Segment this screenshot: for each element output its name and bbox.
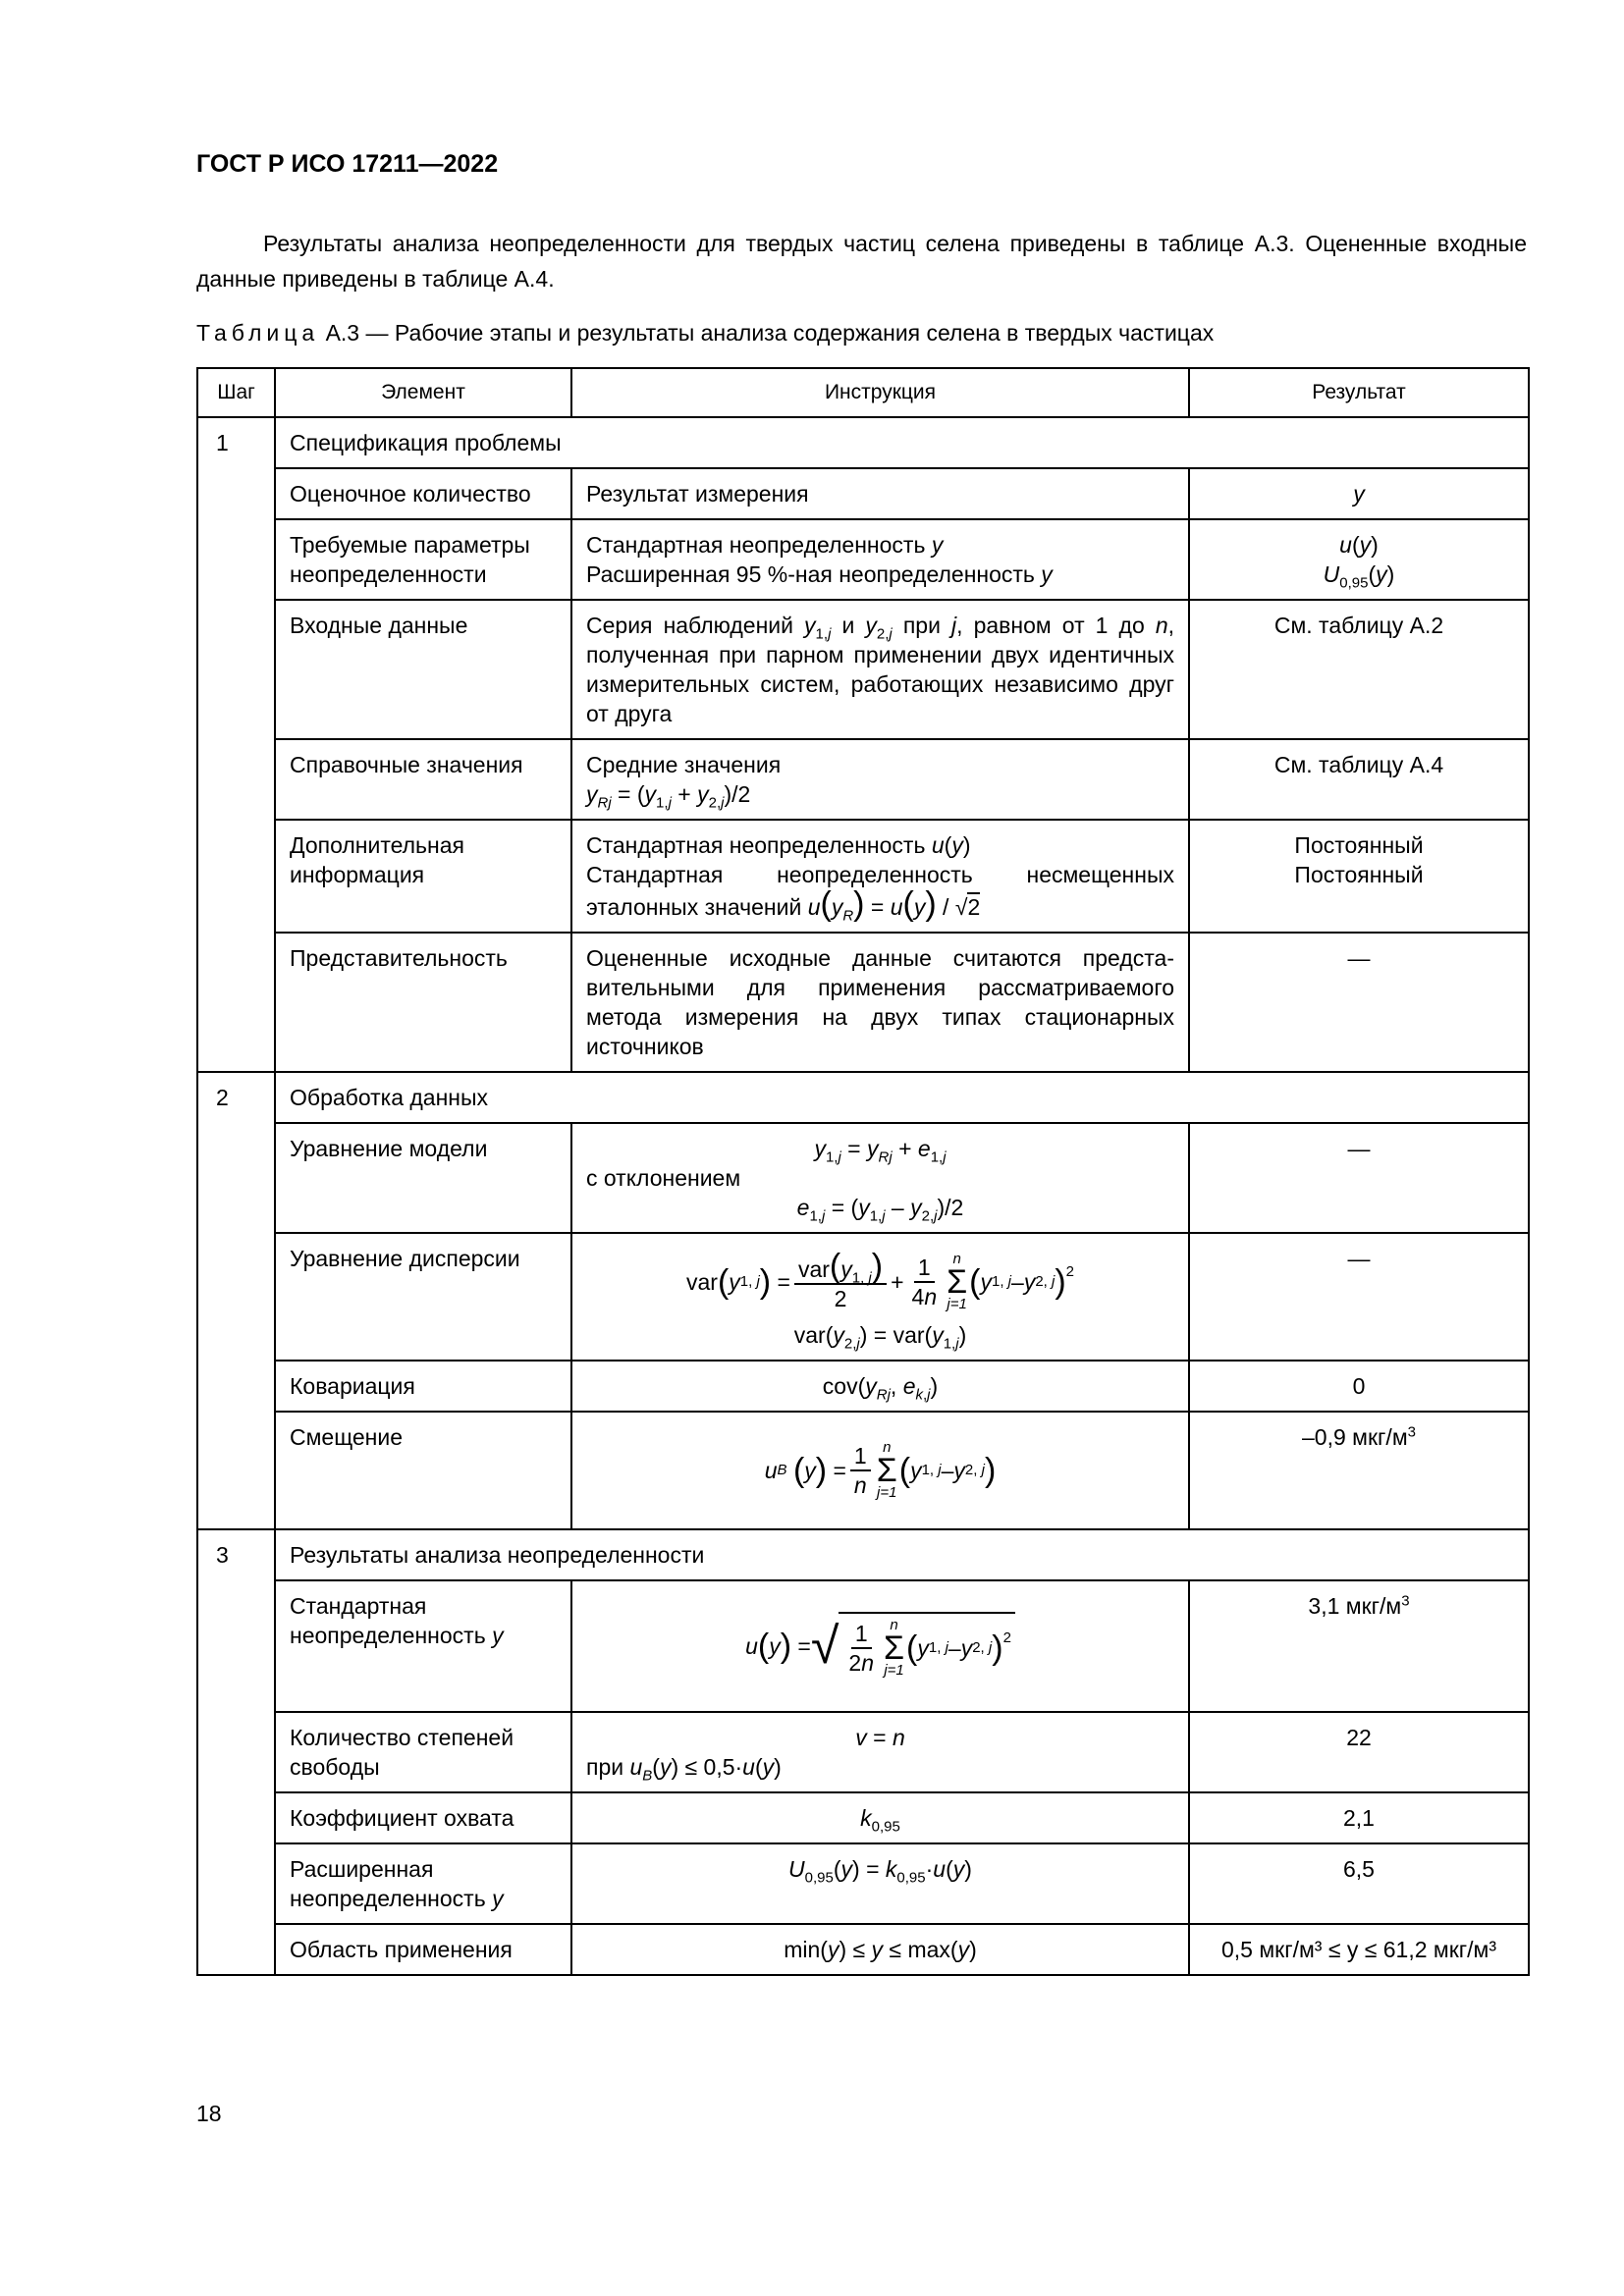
intro-paragraph: Результаты анализа неопределенности для твердых частиц селена приведены в таблице А.3. Оцененные входные данные приведены в таблице А.4. [196, 231, 1527, 292]
element-cell: Количество степеней свободы [275, 1712, 571, 1792]
element-cell: Требуемые параметры неопределенности [275, 519, 571, 600]
result-cell: См. таблицу А.2 [1189, 600, 1529, 739]
result-cell: –0,9 мкг/$м^3$ [1189, 1412, 1529, 1529]
result-cell: 22 [1189, 1712, 1529, 1792]
instruction-cell: u B ( y ) = $\frac{1}{n}$ n Σ j=1 ( y 1, j – y 2, j ) [571, 1412, 1189, 1529]
table-row [197, 1123, 1529, 1233]
caption-text: А.3 — Рабочие этапы и результаты анализа содержания селена в твердых частицах [325, 320, 1215, 346]
table-row [197, 1712, 1529, 1792]
step-number: 3 [197, 1529, 275, 1580]
element-cell: Расширенная неопределенность y [275, 1843, 571, 1924]
element-cell: Смещение [275, 1412, 571, 1529]
element-cell: Входные данные [275, 600, 571, 739]
table-row [197, 1843, 1529, 1924]
step-number: 1 [197, 417, 275, 468]
table-row [197, 1233, 1529, 1361]
table-row [197, 1924, 1529, 1975]
instruction-cell: Оцененные исходные данные считаются представительными для применения рассматриваемого метода измерения на двух типах стационарных источников [571, 933, 1189, 1072]
element-cell: Стандартная неопределенность y [275, 1580, 571, 1712]
instruction-cell: var ( y 1, j ) = $\frac{var(y_{1, j})}{2}$ + $\frac{1}{4n}$ n Σ j=1 ( y 1, j – y 2, j ) $^2$ $var(y_{2,j}) = var(y_{1,j})$ [571, 1233, 1189, 1361]
element-cell: Ковариация [275, 1361, 571, 1412]
table-caption [196, 320, 1214, 347]
result-cell: y [1189, 468, 1529, 519]
instruction-cell: Стандартная неопределенность u(y) Стандартная неопределенность несмещенных эталонных значений $u(y_R) = u(y) / √2$ [571, 820, 1189, 933]
result-cell: 2,1 [1189, 1792, 1529, 1843]
instruction-cell: $U_{0,95}(y) = k_{0,95}\cdot u(y)$ [571, 1843, 1189, 1924]
table-row [197, 1412, 1529, 1529]
table-row [197, 1792, 1529, 1843]
header-step: Шаг [197, 368, 275, 417]
result-cell: Постоянный Постоянный [1189, 820, 1529, 933]
element-cell: Оценочное количество [275, 468, 571, 519]
header-element: Элемент [275, 368, 571, 417]
instruction-cell: Серия наблюдений $y_{1,j}$ и $y_{2,j}$ при j, равном от 1 до n, полученная при парном применении двух идентичных измерительных систем, работающих независимо друг от друга [571, 600, 1189, 739]
table-row [197, 1580, 1529, 1712]
table-row [197, 1361, 1529, 1412]
step-title: Обработка данных [275, 1072, 1529, 1123]
header-instruction: Инструкция [571, 368, 1189, 417]
element-cell: Уравнение дисперсии [275, 1233, 571, 1361]
result-cell: — [1189, 933, 1529, 1072]
caption-label: Таблица [196, 320, 320, 346]
instruction-cell: $k_{0,95}$ [571, 1792, 1189, 1843]
element-cell: Уравнение модели [275, 1123, 571, 1233]
table-row [197, 933, 1529, 1072]
element-cell: Коэффициент охвата [275, 1792, 571, 1843]
instruction-cell: min(y) ≤ y ≤ max(y) [571, 1924, 1189, 1975]
step-title: Результаты анализа неопределенности [275, 1529, 1529, 1580]
page-number: 18 [196, 2101, 222, 2126]
instruction-cell: $y_{1,j} = y_{Rj} + e_{1,j}$ с отклонением $e_{1,j} = (y_{1,j} - y_{2,j})/2$ [571, 1123, 1189, 1233]
table-row [197, 417, 1529, 468]
result-cell: 0,5 мкг/м³ ≤ y ≤ 61,2 мкг/м³ [1189, 1924, 1529, 1975]
table-row [197, 1072, 1529, 1123]
table-row [197, 519, 1529, 600]
element-cell: Справочные значения [275, 739, 571, 820]
header-result: Результат [1189, 368, 1529, 417]
table-header-row [197, 368, 1529, 417]
table-row [197, 1529, 1529, 1580]
table-row [197, 600, 1529, 739]
element-cell: Область применения [275, 1924, 571, 1975]
result-cell: 0 [1189, 1361, 1529, 1412]
result-cell: 6,5 [1189, 1843, 1529, 1924]
result-cell: u(y) $U_{0,95}(y)$ [1189, 519, 1529, 600]
result-cell: — [1189, 1233, 1529, 1361]
instruction-cell: u ( y ) = √ $\frac{1}{2n}$ n Σ j=1 ( y 1, j – y 2, j ) $^2$ [571, 1580, 1189, 1712]
instruction-cell: v = n при $u_B(y) \le 0,5\cdot u(y)$ [571, 1712, 1189, 1792]
result-cell: См. таблицу А.4 [1189, 739, 1529, 820]
instruction-cell: $cov(y_{Rj}$, $e_{k,j}$) [571, 1361, 1189, 1412]
step-title: Спецификация проблемы [275, 417, 1529, 468]
instruction-cell: Результат измерения [571, 468, 1189, 519]
step-number: 2 [197, 1072, 275, 1123]
result-cell: — [1189, 1123, 1529, 1233]
table-row [197, 468, 1529, 519]
result-cell: 3,1 мкг/$м^3$ [1189, 1580, 1529, 1712]
table-row [197, 820, 1529, 933]
results-table [196, 367, 1530, 1976]
element-cell: Представительность [275, 933, 571, 1072]
table-row [197, 739, 1529, 820]
instruction-cell: Средние значения $y_{Rj} = (y_{1,j} + y_{2,j})/2$ [571, 739, 1189, 820]
document-header: ГОСТ Р ИСО 17211—2022 [196, 150, 499, 178]
instruction-cell: Стандартная неопределенность y Расширенная 95 %-ная неопределенность y [571, 519, 1189, 600]
element-cell: Дополнительная информация [275, 820, 571, 933]
